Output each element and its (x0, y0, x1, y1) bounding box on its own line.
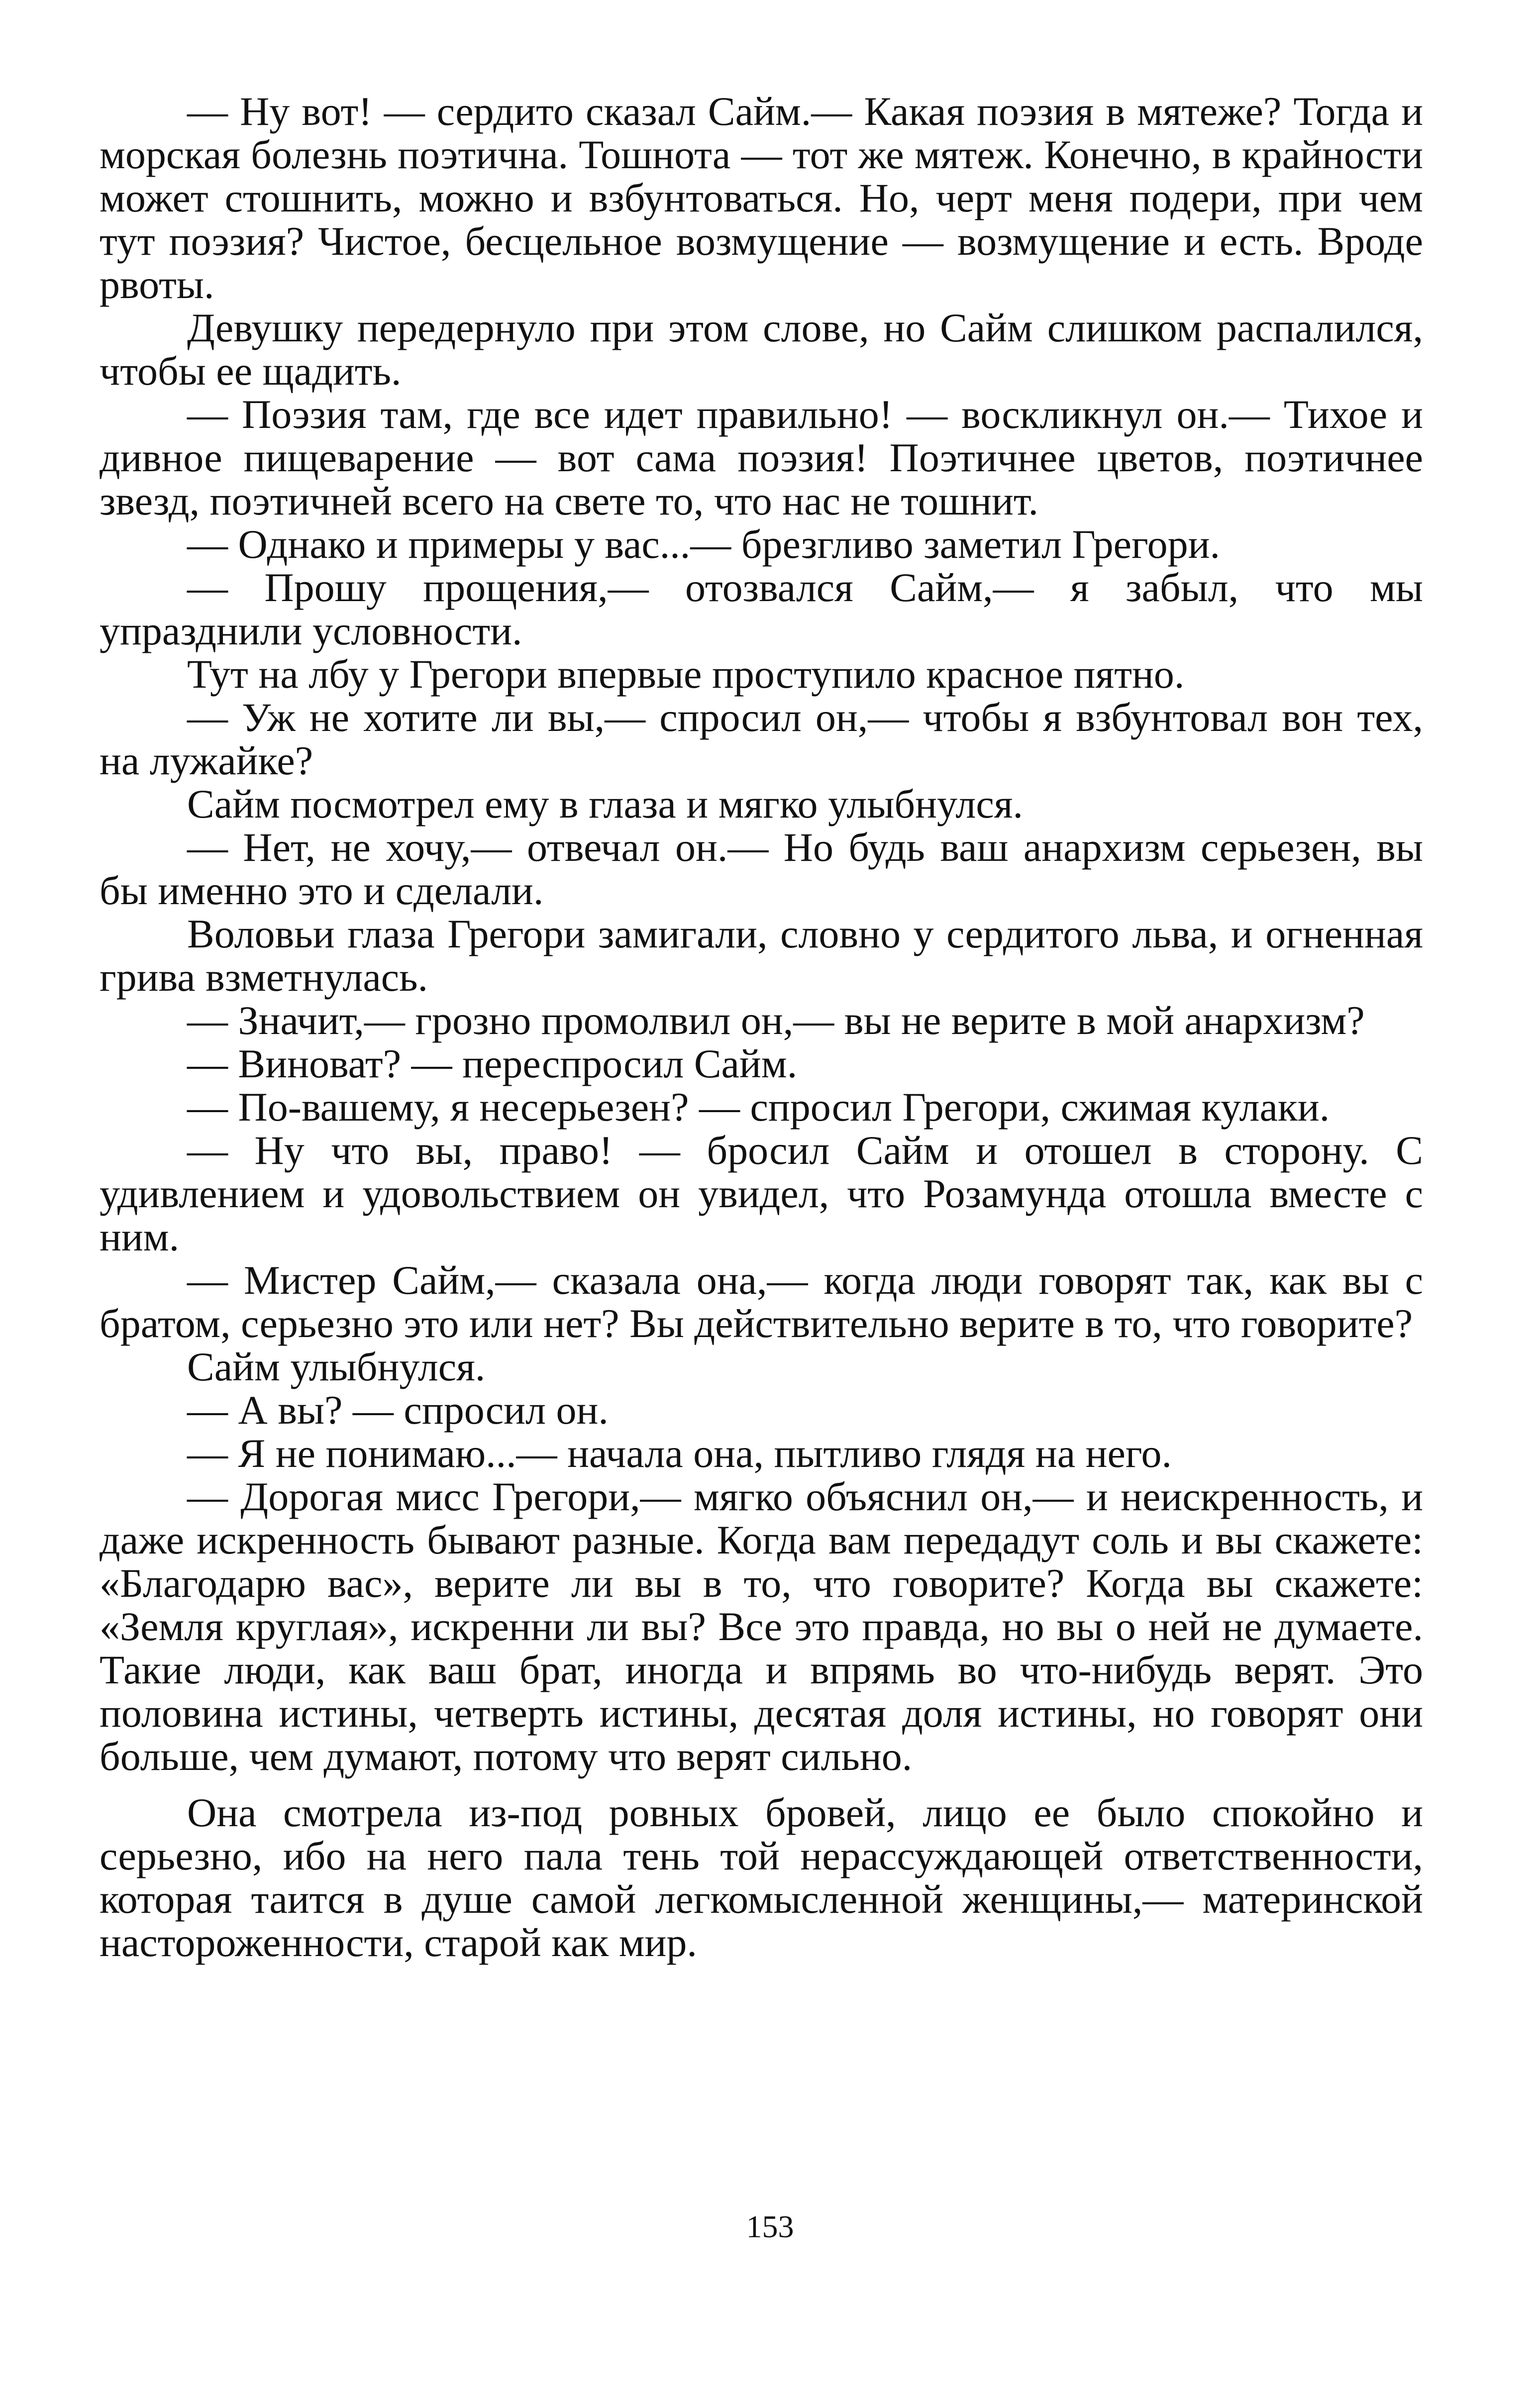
paragraph: Она смотрела из-под ровных бровей, лицо ее было спокойно и серьезно, ибо на него пала тень той нерассуждающей ответственности, которая таится в душе самой легкомысленной женщины,— материнской настороженности, старой как мир. (100, 1790, 1423, 1965)
paragraph: — А вы? — спросил он. (187, 1387, 609, 1433)
book-page-text (100, 90, 1423, 1964)
paragraph: — Поэзия там, где все идет правильно! — воскликнул он.— Тихое и дивное пищеварение — вот сама поэзия! Поэтичнее цветов, поэтичнее звезд, поэтичней всего на свете то, что нас не тошнит. (100, 392, 1423, 523)
paragraph: — Я не понимаю...— начала она, пытливо глядя на него. (187, 1431, 1172, 1476)
paragraph: — Прошу прощения,— отозвался Сайм,— я забыл, что мы упразднили условности. (100, 565, 1423, 653)
paragraph: Тут на лбу у Грегори впервые проступило красное пятно. (187, 651, 1185, 697)
paragraph: — Дорогая мисс Грегори,— мягко объяснил он,— и неискренность, и даже искренность бывают разные. Когда вам передадут соль и вы скажете: «Благодарю вас», верите ли вы в то, что говорите? Когда вы скажете: «Земля круглая», искренни ли вы? Все это правда, но вы о ней не думаете. Такие люди, как ваш брат, иногда и впрямь во что-нибудь верят. Это половина истины, четверть истины, десятая доля истины, но говорят они больше, чем думают, потому что верят сильно. (100, 1474, 1423, 1779)
paragraph: — Виноват? — переспросил Сайм. (187, 1041, 798, 1086)
paragraph: — Однако и примеры у вас...— брезгливо заметил Грегори. (187, 521, 1221, 567)
paragraph: — Нет, не хочу,— отвечал он.— Но будь ваш анархизм серьезен, вы бы именно это и сделали. (100, 825, 1423, 913)
paragraph: Сайм посмотрел ему в глаза и мягко улыбнулся. (187, 781, 1023, 827)
paragraph: Воловьи глаза Грегори замигали, словно у сердитого льва, и огненная грива взметнулась. (100, 911, 1423, 1000)
paragraph: Девушку передернуло при этом слове, но Сайм слишком распалился, чтобы ее щадить. (100, 305, 1423, 394)
paragraph: — Мистер Сайм,— сказала она,— когда люди говорят так, как вы с братом, серьезно это или нет? Вы действительно верите в то, что говорите? (100, 1257, 1423, 1346)
paragraph: — Уж не хотите ли вы,— спросил он,— чтобы я взбунтовал вон тех, на лужайке? (100, 695, 1423, 783)
paragraph: — По-вашему, я несерьезен? — спросил Грегори, сжимая кулаки. (187, 1084, 1330, 1130)
paragraph: — Значит,— грозно промолвил он,— вы не верите в мой анархизм? (187, 998, 1365, 1043)
page-number: 153 (746, 2209, 794, 2244)
paragraph: — Ну что вы, право! — бросил Сайм и отошел в сторону. С удивлением и удовольствием он увидел, что Розамунда отошла вместе с ним. (100, 1128, 1423, 1259)
paragraph: Сайм улыбнулся. (187, 1344, 486, 1389)
paragraph: — Ну вот! — сердито сказал Сайм.— Какая поэзия в мятеже? Тогда и морская болезнь поэтична. Тошнота — тот же мятеж. Конечно, в крайности может стошнить, можно и взбунтоваться. Но, черт меня подери, при чем тут поэзия? Чистое, бесцельное возмущение — возмущение и есть. Вроде рвоты. (100, 89, 1423, 307)
